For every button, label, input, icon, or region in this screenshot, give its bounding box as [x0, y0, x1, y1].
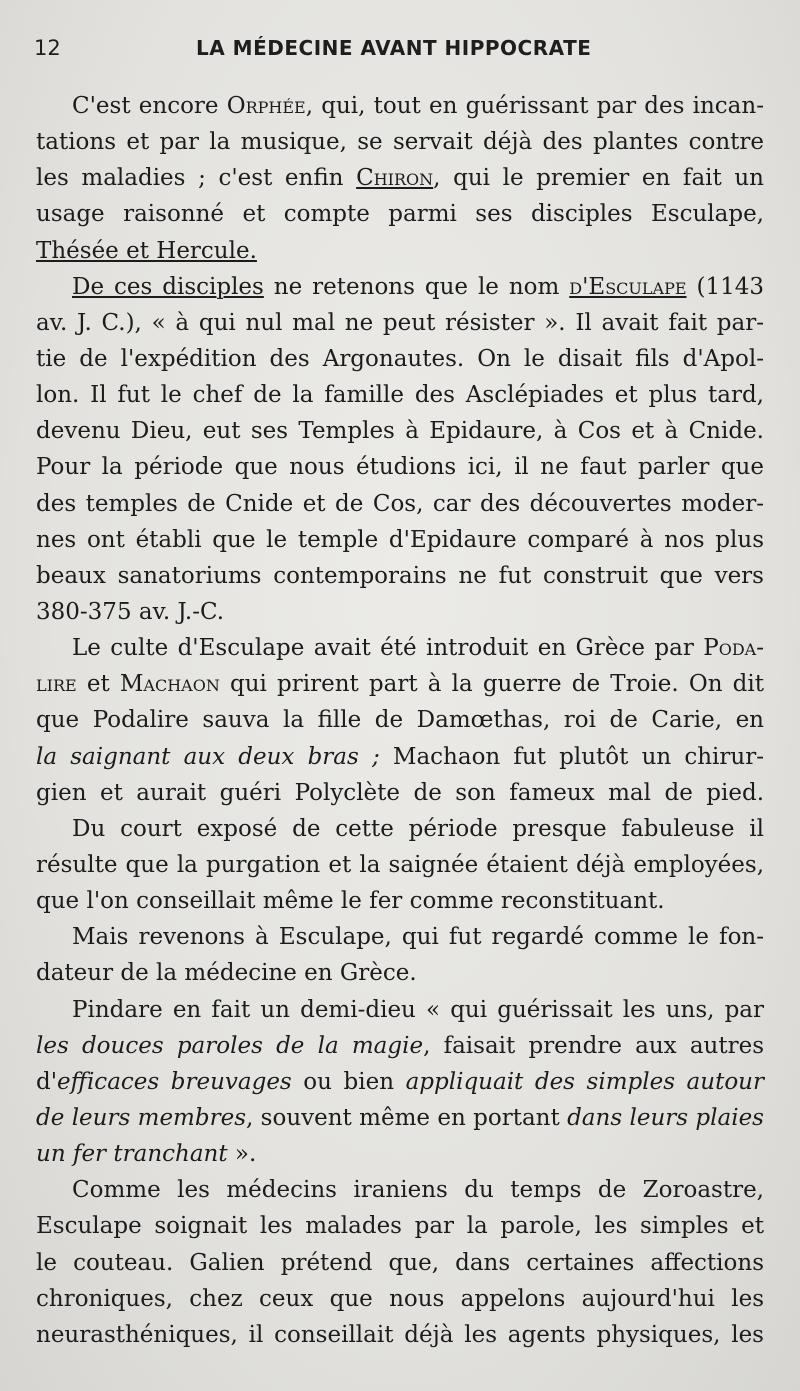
text-segment: Pindare en fait un demi-dieu « qui guérissait les uns, par [72, 996, 764, 1023]
page-number: 12 [34, 36, 61, 60]
running-title: LA MÉDECINE AVANT HIPPOCRATE [196, 36, 592, 60]
text-segment: Chiron [356, 165, 434, 192]
text-line [36, 1317, 764, 1353]
body-text [36, 88, 764, 1353]
text-line [36, 1208, 764, 1244]
text-segment: av. J. C.), « à qui nul mal ne peut résister ». Il avait fait par- [36, 309, 764, 336]
text-segment: qui prirent part à la guerre de Troie. On dit [219, 671, 764, 698]
text-line [36, 594, 764, 630]
running-head [34, 36, 774, 68]
text-segment: et [76, 671, 120, 698]
text-segment: ou bien [291, 1068, 406, 1095]
text-segment: Orphée [226, 93, 306, 119]
text-segment: tie de l'expédition des Argonautes. On le disait fils d'Apol- [36, 345, 764, 372]
text-line [36, 269, 764, 305]
text-line [36, 1245, 764, 1281]
text-line [36, 630, 764, 666]
text-line [36, 775, 764, 811]
text-segment: résulte que la purgation et la saignée étaient déjà employées, [36, 851, 764, 878]
text-segment: usage raisonné et compte parmi ses disciples Esculape, [36, 201, 764, 228]
text-line [36, 1028, 764, 1064]
text-segment: devenu Dieu, eut ses Temples à Epidaure, à Cos et à Cnide. [36, 418, 764, 445]
text-segment: Esculape soignait les malades par la parole, les simples et [36, 1213, 764, 1240]
text-line [36, 1281, 764, 1317]
text-line [36, 1136, 764, 1172]
text-segment: un fer tranchant [36, 1141, 228, 1168]
text-segment: le couteau. Galien prétend que, dans certaines affections [36, 1249, 764, 1276]
text-line [36, 486, 764, 522]
text-line [36, 196, 764, 232]
text-segment: les maladies ; c'est enfin [36, 165, 357, 192]
text-segment: appliquait des simples autour [405, 1068, 764, 1095]
text-segment: , faisait prendre aux autres [423, 1032, 764, 1059]
text-segment: Machaon fut plutôt un chirur- [379, 743, 764, 770]
text-line [36, 702, 764, 738]
text-segment: Poda- [703, 635, 764, 662]
text-line [36, 739, 764, 775]
text-segment: , qui, tout en guérissant par des incan- [305, 93, 764, 119]
text-segment: , souvent même en portant [246, 1104, 568, 1131]
text-segment: De ces disciples [72, 273, 264, 300]
text-line [36, 811, 764, 847]
text-segment: d' [36, 1068, 58, 1095]
text-segment: neurasthéniques, il conseillait déjà les agents physiques, les [36, 1321, 764, 1348]
text-line [36, 955, 764, 991]
text-segment: lire [36, 671, 77, 698]
text-line [36, 558, 764, 594]
text-line [36, 522, 764, 558]
text-segment: la saignant aux deux bras ; [36, 743, 380, 770]
text-segment: Du court exposé de cette période presque fabuleuse il [72, 815, 764, 842]
text-segment: Machaon [119, 671, 220, 698]
text-line [36, 919, 764, 955]
text-segment: lon. Il fut le chef de la famille des Asclépiades et plus tard, [36, 382, 764, 409]
text-line [36, 160, 764, 196]
text-line [36, 341, 764, 377]
text-segment: tations et par la musique, se servait déjà des plantes contre [36, 129, 764, 156]
text-line [36, 305, 764, 341]
text-line [36, 449, 764, 485]
text-segment: Thésée et Hercule. [36, 237, 257, 264]
text-line [36, 377, 764, 413]
text-line [36, 124, 764, 160]
text-line [36, 1064, 764, 1100]
text-line [36, 233, 764, 269]
text-segment: Pour la période que nous étudions ici, il ne faut parler que [36, 454, 764, 481]
text-segment: beaux sanatoriums contemporains ne fut construit que vers [36, 562, 764, 589]
text-segment: C'est encore [72, 93, 227, 119]
text-segment: Mais revenons à Esculape, qui fut regardé comme le fon- [72, 924, 764, 951]
text-segment: les douces paroles de la magie [36, 1032, 424, 1059]
text-line [36, 847, 764, 883]
text-segment: que Podalire sauva la fille de Damœthas, roi de Carie, en [36, 707, 764, 734]
text-line [36, 666, 764, 702]
text-segment: , qui le premier en fait un [433, 165, 764, 192]
text-segment: gien et aurait guéri Polyclète de son fameux mal de pied. [36, 779, 764, 806]
text-segment: dateur de la médecine en Grèce. [36, 960, 417, 987]
text-segment: dans leurs plaies [567, 1104, 764, 1131]
text-segment: efficaces breuvages [57, 1068, 292, 1095]
text-segment: ». [227, 1141, 257, 1168]
text-segment: ne retenons que le nom [263, 273, 570, 300]
text-segment: que l'on conseillait même le fer comme reconstituant. [36, 888, 665, 915]
text-segment: Comme les médecins iraniens du temps de Zoroastre, [72, 1177, 764, 1204]
text-segment: Le culte d'Esculape avait été introduit en Grèce par [72, 635, 704, 662]
text-segment: chroniques, chez ceux que nous appelons aujourd'hui les [36, 1285, 764, 1312]
text-segment: des temples de Cnide et de Cos, car des découvertes moder- [36, 490, 764, 517]
text-line [36, 1100, 764, 1136]
text-segment: de leurs membres [36, 1104, 246, 1131]
text-segment: (1143 [686, 273, 764, 300]
text-line [36, 88, 764, 124]
text-line [36, 883, 764, 919]
text-segment: d'Esculape [569, 273, 687, 300]
text-line [36, 1172, 764, 1208]
text-line [36, 413, 764, 449]
text-segment: nes ont établi que le temple d'Epidaure comparé à nos plus [36, 526, 764, 553]
text-line [36, 992, 764, 1028]
text-segment: 380-375 av. J.-C. [36, 598, 225, 625]
